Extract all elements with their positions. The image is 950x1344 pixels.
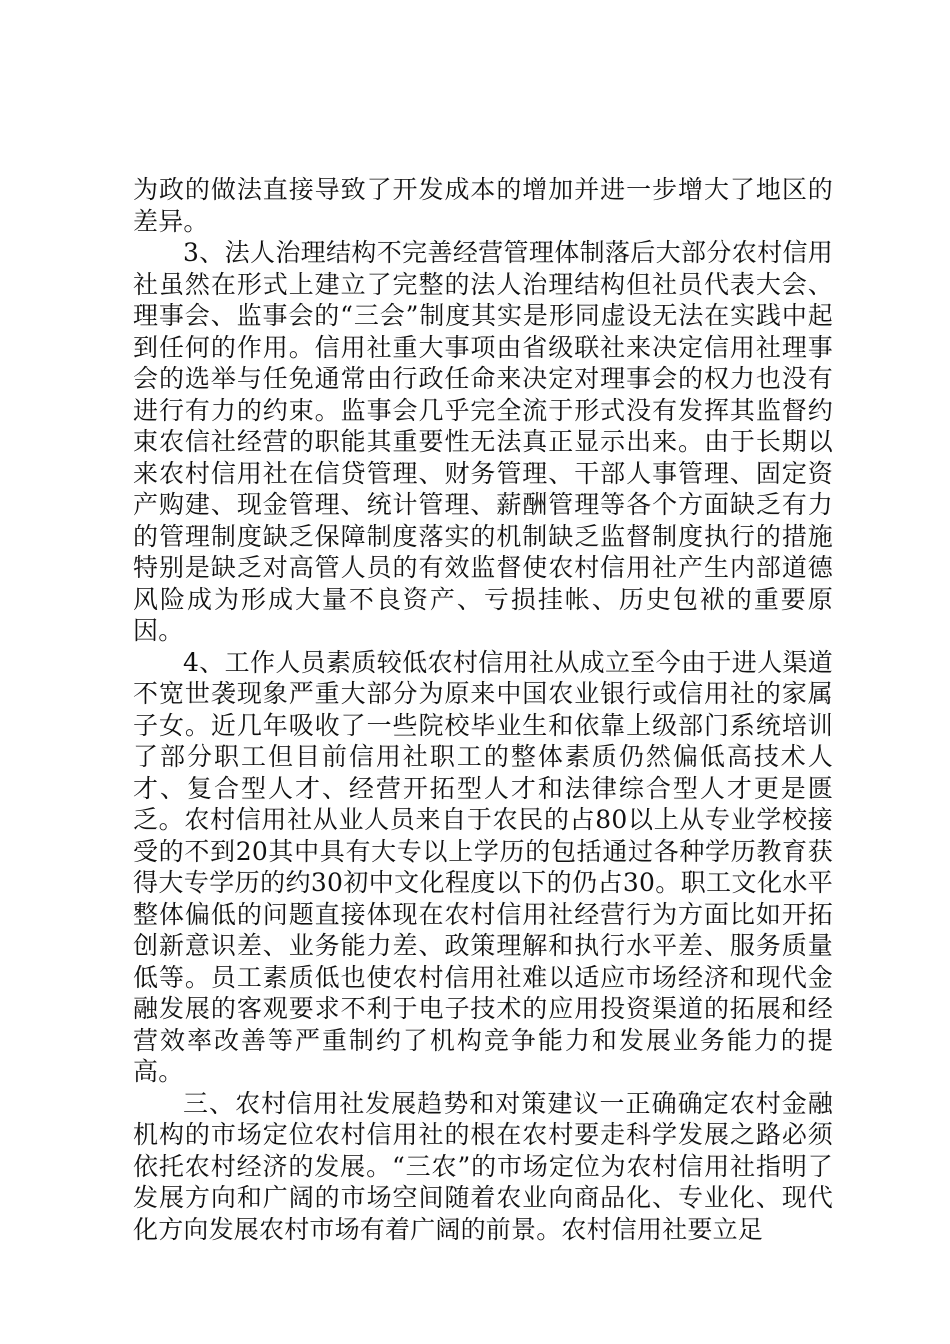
paragraph-staff-quality: 4、工作人员素质较低农村信用社从成立至今由于进人渠道不宽世袭现象严重大部分为原来中国农业银行或信用社的家属子女。近几年吸收了一些院校毕业生和依靠上级部门系统培训了部分职工但目前信用社职工的整体素质仍然偏低高技术人才、复合型人才、经营开拓型人才和法律综合型人才更是匮乏。农村信用社从业人员来自于农民的占80以上从专业学校接受的不到20其中具有大专以上学历的包括通过各种学历教育获得大专学历的约30初中文化程度以下的仍占30。职工文化水平整体偏低的问题直接体现在农村信用社经营行为方面比如开拓创新意识差、业务能力差、政策理解和执行水平差、服务质量低等。员工素质低也使农村信用社难以适应市场经济和现代金融发展的客观要求不利于电子技术的应用投资渠道的拓展和经营效率改善等严重制约了机构竞争能力和发展业务能力的提高。 bbox=[133, 647, 833, 1086]
document-body bbox=[133, 174, 833, 1245]
paragraph-continuation: 为政的做法直接导致了开发成本的增加并进一步增大了地区的差异。 bbox=[133, 175, 833, 236]
paragraph-governance-structure: 3、法人治理结构不完善经营管理体制落后大部分农村信用社虽然在形式上建立了完整的法人治理结构但社员代表大会、理事会、监事会的“三会”制度其实是形同虚设无法在实践中起到任何的作用。信用社重大事项由省级联社来决定信用社理事会的选举与任免通常由行政任命来决定对理事会的权力也没有进行有力的约束。监事会几乎完全流于形式没有发挥其监督约束农信社经营的职能其重要性无法真正显示出来。由于长期以来农村信用社在信贷管理、财务管理、干部人事管理、固定资产购建、现金管理、统计管理、薪酬管理等各个方面缺乏有力的管理制度缺乏保障制度落实的机制缺乏监督制度执行的措施特别是缺乏对高管人员的有效监督使农村信用社产生内部道德风险成为形成大量不良资产、亏损挂帐、历史包袱的重要原因。 bbox=[133, 238, 833, 645]
paragraph-development-trends: 三、农村信用社发展趋势和对策建议一正确确定农村金融机构的市场定位农村信用社的根在农村要走科学发展之路必须依托农村经济的发展。“三农”的市场定位为农村信用社指明了发展方向和广阔的市场空间随着农业向商品化、专业化、现代化方向发展农村市场有着广阔的前景。农村信用社要立足 bbox=[133, 1088, 833, 1244]
